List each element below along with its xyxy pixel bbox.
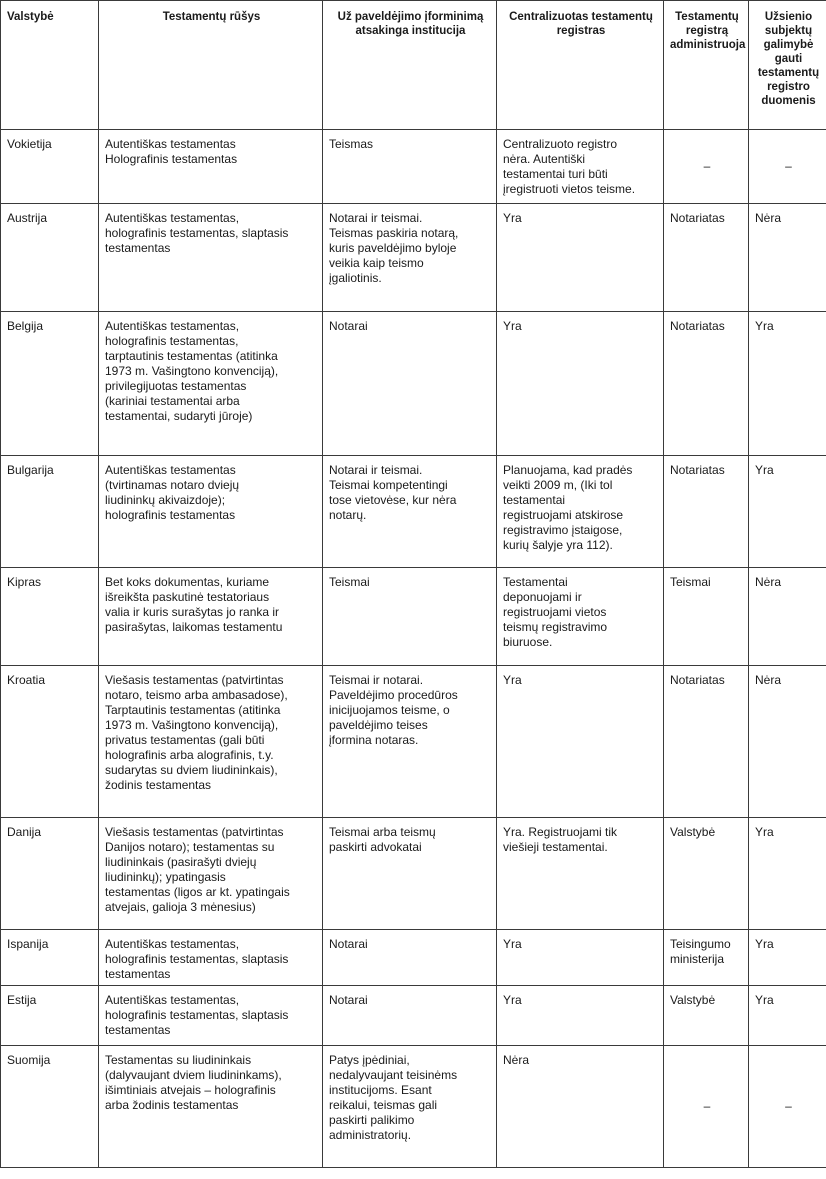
cell-country: Estija (1, 986, 99, 1046)
cell-foreign-access: Yra (749, 930, 826, 986)
cell-will-types: Testamentas su liudininkais (dalyvaujant dviem liudininkams), išimtiniais atvejais – holografinis arba žodinis testamentas (99, 1046, 323, 1168)
table-row (1, 930, 826, 986)
cell-foreign-access: Yra (749, 456, 826, 568)
header-administrator: Testamentų registrą administruoja (664, 1, 749, 130)
cell-administrator: – (664, 130, 749, 204)
cell-will-types: Viešasis testamentas (patvirtintas Danijos notaro); testamentas su liudininkais (pasirašyti dviejų liudininkų); ypatingasis testamentas (ligos ar kt. ypatingais atvejais, galioja 3 mėnesius) (99, 818, 323, 930)
header-registry: Centralizuotas testamentų registras (497, 1, 664, 130)
cell-registry: Yra (497, 986, 664, 1046)
table-row (1, 312, 826, 456)
cell-registry: Yra. Registruojami tik viešieji testamentai. (497, 818, 664, 930)
cell-foreign-access: – (749, 1046, 826, 1168)
cell-country: Austrija (1, 204, 99, 312)
header-will-types: Testamentų rūšys (99, 1, 323, 130)
cell-country: Belgija (1, 312, 99, 456)
cell-institution: Teismas (323, 130, 497, 204)
table-row (1, 1046, 826, 1168)
cell-foreign-access: Yra (749, 818, 826, 930)
table-row (1, 986, 826, 1046)
cell-administrator: Valstybė (664, 986, 749, 1046)
cell-foreign-access: Yra (749, 986, 826, 1046)
cell-will-types: Autentiškas testamentas (tvirtinamas notaro dviejų liudininkų akivaizdoje); holografinis testamentas (99, 456, 323, 568)
cell-institution: Notarai (323, 930, 497, 986)
cell-institution: Notarai ir teismai. Teismai kompetentingi tose vietovėse, kur nėra notarų. (323, 456, 497, 568)
cell-will-types: Autentiškas testamentas, holografinis testamentas, tarptautinis testamentas (atitinka 1973 m. Vašingtono konvenciją), privilegijuotas testamentas (kariniai testamentai arba testamentai, sudaryti jūroje) (99, 312, 323, 456)
header-foreign-access: Užsienio subjektų galimybė gauti testamentų registro duomenis (749, 1, 826, 130)
cell-country: Kipras (1, 568, 99, 666)
table-row (1, 130, 826, 204)
cell-administrator: Notariatas (664, 204, 749, 312)
cell-administrator: – (664, 1046, 749, 1168)
cell-institution: Teismai ir notarai. Paveldėjimo procedūros inicijuojamos teisme, o paveldėjimo teises įformina notaras. (323, 666, 497, 818)
cell-country: Bulgarija (1, 456, 99, 568)
cell-registry: Yra (497, 930, 664, 986)
cell-will-types: Bet koks dokumentas, kuriame išreikšta paskutinė testatoriaus valia ir kuris surašytas jo ranka ir pasirašytas, laikomas testamentu (99, 568, 323, 666)
cell-administrator: Teisingumo ministerija (664, 930, 749, 986)
cell-foreign-access: Nėra (749, 666, 826, 818)
cell-institution: Notarai ir teismai. Teismas paskiria notarą, kuris paveldėjimo byloje veikia kaip teismo įgaliotinis. (323, 204, 497, 312)
cell-will-types: Viešasis testamentas (patvirtintas notaro, teismo arba ambasadose), Tarptautinis testamentas (atitinka 1973 m. Vašingtono konvenciją), privatus testamentas (gali būti holografinis arba alografinis, t.y. sudarytas su dviem liudininkais), žodinis testamentas (99, 666, 323, 818)
cell-will-types: Autentiškas testamentas, holografinis testamentas, slaptasis testamentas (99, 204, 323, 312)
cell-institution: Patys įpėdiniai, nedalyvaujant teisinėms institucijoms. Esant reikalui, teismas gali paskirti palikimo administratorių. (323, 1046, 497, 1168)
table-row (1, 818, 826, 930)
cell-country: Kroatia (1, 666, 99, 818)
cell-administrator: Notariatas (664, 456, 749, 568)
header-row (1, 1, 826, 130)
cell-institution: Teismai (323, 568, 497, 666)
cell-foreign-access: Nėra (749, 204, 826, 312)
cell-registry: Nėra (497, 1046, 664, 1168)
header-country: Valstybė (1, 1, 99, 130)
cell-administrator: Valstybė (664, 818, 749, 930)
cell-administrator: Notariatas (664, 666, 749, 818)
cell-country: Danija (1, 818, 99, 930)
cell-will-types: Autentiškas testamentas, holografinis testamentas, slaptasis testamentas (99, 930, 323, 986)
table-row (1, 204, 826, 312)
cell-registry: Yra (497, 312, 664, 456)
cell-institution: Teismai arba teismų paskirti advokatai (323, 818, 497, 930)
header-institution: Už paveldėjimo įforminimą atsakinga institucija (323, 1, 497, 130)
cell-country: Vokietija (1, 130, 99, 204)
cell-country: Ispanija (1, 930, 99, 986)
cell-foreign-access: Yra (749, 312, 826, 456)
cell-foreign-access: – (749, 130, 826, 204)
cell-institution: Notarai (323, 312, 497, 456)
cell-registry: Testamentai deponuojami ir registruojami vietos teismų registravimo biuruose. (497, 568, 664, 666)
cell-registry: Planuojama, kad pradės veikti 2009 m, (Iki tol testamentai registruojami atskirose registravimo įstaigose, kurių šalyje yra 112). (497, 456, 664, 568)
cell-administrator: Teismai (664, 568, 749, 666)
cell-will-types: Autentiškas testamentas Holografinis testamentas (99, 130, 323, 204)
table-row (1, 568, 826, 666)
cell-administrator: Notariatas (664, 312, 749, 456)
cell-registry: Yra (497, 204, 664, 312)
cell-country: Suomija (1, 1046, 99, 1168)
cell-will-types: Autentiškas testamentas, holografinis testamentas, slaptasis testamentas (99, 986, 323, 1046)
cell-registry: Centralizuoto registro nėra. Autentiški testamentai turi būti įregistruoti vietos teisme. (497, 130, 664, 204)
cell-foreign-access: Nėra (749, 568, 826, 666)
cell-institution: Notarai (323, 986, 497, 1046)
cell-registry: Yra (497, 666, 664, 818)
table-row (1, 456, 826, 568)
table-row (1, 666, 826, 818)
